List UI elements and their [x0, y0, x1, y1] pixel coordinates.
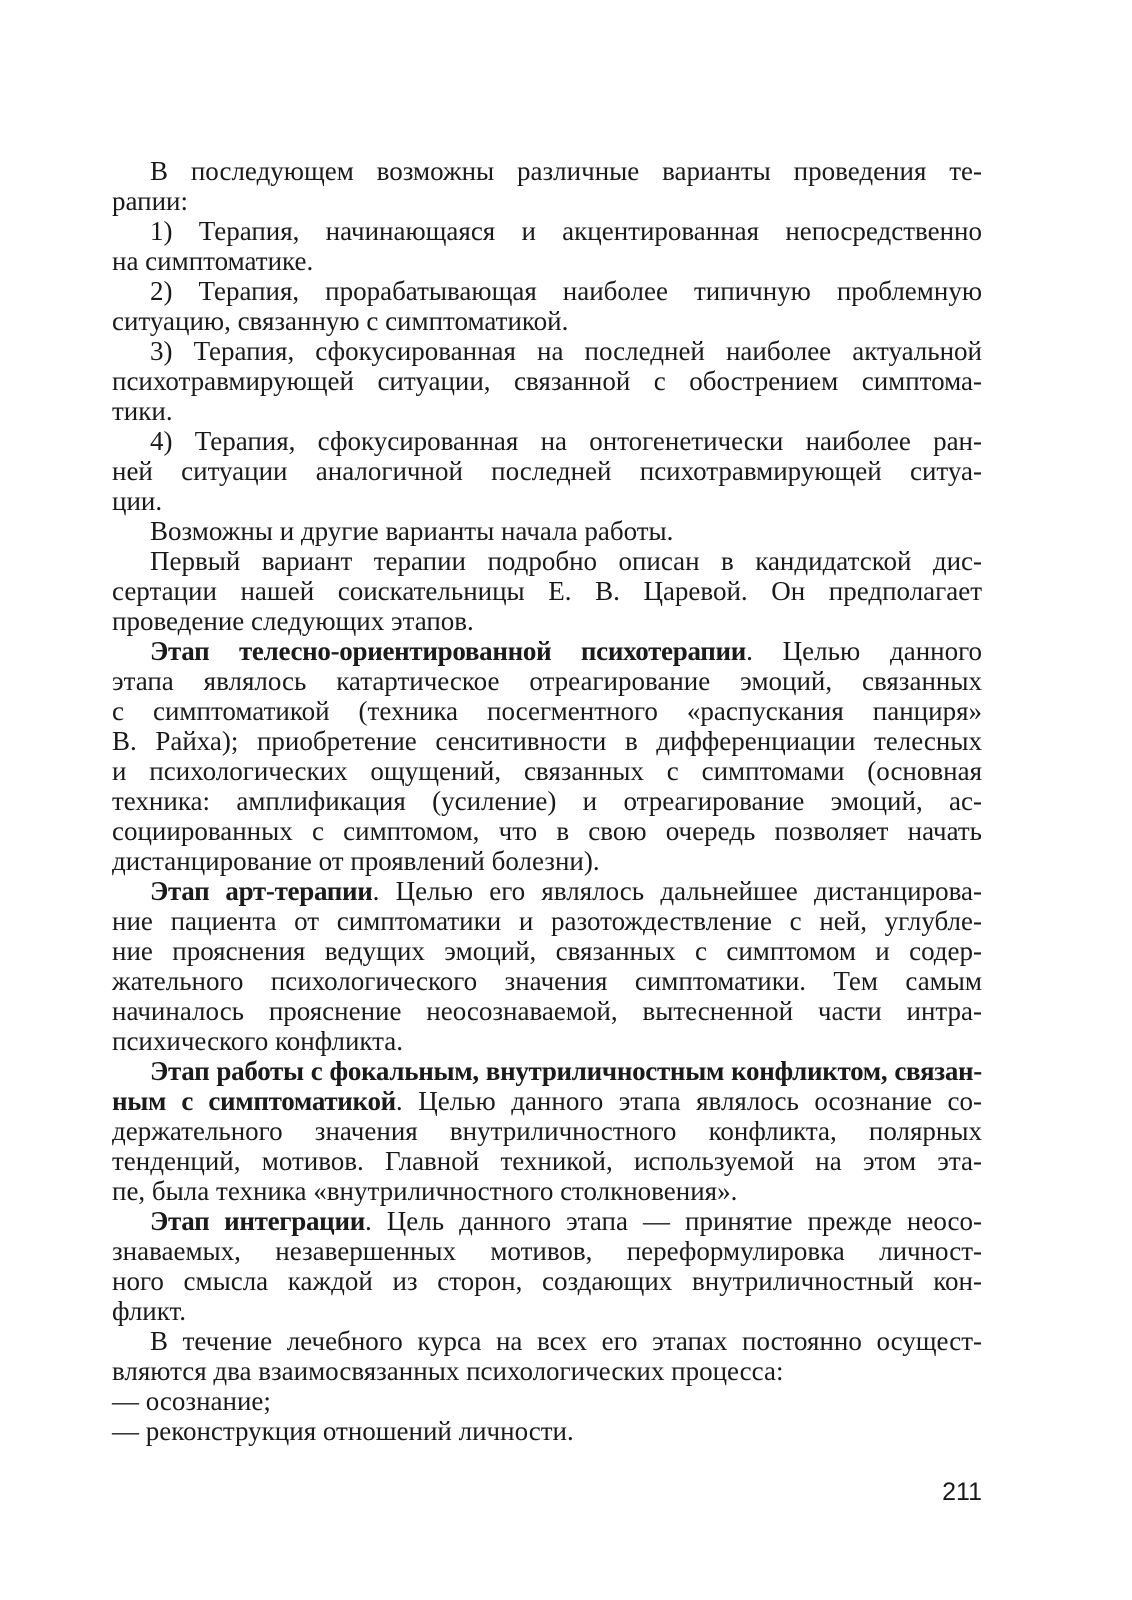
text-line — [112, 156, 982, 186]
text-line — [112, 216, 982, 246]
text-line — [112, 1236, 982, 1266]
text-line — [112, 906, 982, 936]
text-line — [112, 876, 982, 906]
line-text: сертации нашей соискательницы Е. В. Царевой. Он предполагает — [112, 576, 982, 606]
line-text: . Целью данного этапа являлось осознание со- — [395, 1086, 983, 1116]
line-text: рапии: — [112, 186, 188, 216]
text-line — [112, 1026, 982, 1056]
text-line — [112, 606, 982, 636]
text-line — [112, 1056, 982, 1086]
text-line — [112, 1416, 982, 1446]
line-text: 1) Терапия, начинающаяся и акцентированная непосредственно — [150, 216, 982, 246]
line-text: проведение следующих этапов. — [112, 606, 474, 636]
text-line — [112, 786, 982, 816]
line-text: ние прояснения ведущих эмоций, связанных с симптомом и содер- — [112, 936, 982, 966]
line-text: начиналось прояснение неосознаваемой, вытесненной части интра- — [112, 996, 982, 1026]
line-text: социированных с симптомом, что в свою очередь позволяет начать — [112, 816, 982, 846]
line-text: Первый вариант терапии подробно описан в кандидатской дис- — [150, 546, 982, 576]
line-text: техника: амплификация (усиление) и отреагирование эмоций, ас- — [112, 786, 982, 816]
line-text: психического конфликта. — [112, 1026, 404, 1056]
text-line — [112, 426, 982, 456]
text-line — [112, 1296, 982, 1326]
text-line — [112, 486, 982, 516]
line-text: ней ситуации аналогичной последней психотравмирующей ситуа- — [112, 456, 982, 486]
line-text: — реконструкция отношений личности. — [112, 1416, 574, 1446]
line-text: ние пациента от симптоматики и разотождествление с ней, углубле- — [112, 906, 982, 936]
text-line — [112, 396, 982, 426]
text-line — [112, 996, 982, 1026]
line-text: 3) Терапия, сфокусированная на последней наиболее актуальной — [150, 336, 982, 366]
line-text: ции. — [112, 486, 163, 516]
line-text: вляются два взаимосвязанных психологических процесса: — [112, 1356, 784, 1386]
line-text: . Цель данного этапа — принятие прежде неосо- — [364, 1206, 982, 1236]
text-line — [112, 726, 982, 756]
text-line — [112, 366, 982, 396]
text-line — [112, 1386, 982, 1416]
text-line — [112, 546, 982, 576]
stage-term: Этап телесно-ориентированной психотерапии — [150, 636, 747, 666]
line-text: 2) Терапия, прорабатывающая наиболее типичную проблемную — [150, 276, 982, 306]
line-text: Возможны и другие варианты начала работы. — [150, 516, 674, 546]
text-line — [112, 1116, 982, 1146]
line-text: психотравмирующей ситуации, связанной с обострением симптома- — [112, 366, 982, 396]
text-line — [112, 456, 982, 486]
text-line — [112, 636, 982, 666]
text-line — [112, 576, 982, 606]
text-line — [112, 336, 982, 366]
text-line — [112, 1086, 982, 1116]
document-body — [112, 156, 982, 1446]
text-line — [112, 936, 982, 966]
text-line — [112, 186, 982, 216]
line-text: . Целью данного — [746, 636, 982, 666]
line-text: тики. — [112, 396, 173, 426]
line-text: В последующем возможны различные варианты проведения те- — [150, 156, 982, 186]
line-text: этапа являлось катартическое отреагирование эмоций, связанных — [112, 666, 982, 696]
line-text: тенденций, мотивов. Главной техникой, используемой на этом эта- — [112, 1146, 982, 1176]
stage-term: Этап интеграции — [150, 1206, 365, 1236]
text-line — [112, 666, 982, 696]
text-line — [112, 756, 982, 786]
line-text: — осознание; — [112, 1386, 271, 1416]
line-text: ного смысла каждой из сторон, создающих внутриличностный кон- — [112, 1266, 982, 1296]
line-text: дистанцирование от проявлений болезни). — [112, 846, 600, 876]
line-text: знаваемых, незавершенных мотивов, переформулировка личност- — [112, 1236, 982, 1266]
line-text: В. Райха); приобретение сенситивности в дифференциации телесных — [112, 726, 982, 756]
line-text: жательного психологического значения симптоматики. Тем самым — [112, 966, 982, 996]
text-line — [112, 1326, 982, 1356]
line-text: на симптоматике. — [112, 246, 314, 276]
text-line — [112, 276, 982, 306]
line-text: держательного значения внутриличностного конфликта, полярных — [112, 1116, 982, 1146]
text-line — [112, 816, 982, 846]
page-number: 211 — [942, 1478, 982, 1506]
stage-term: ным с симптоматикой — [112, 1086, 396, 1116]
text-line — [112, 1356, 982, 1386]
line-text: ситуацию, связанную с симптоматикой. — [112, 306, 569, 336]
line-text: 4) Терапия, сфокусированная на онтогенетически наиболее ран- — [150, 426, 982, 456]
text-line — [112, 966, 982, 996]
line-text: с симптоматикой (техника посегментного «распускания панциря» — [112, 696, 982, 726]
stage-term: Этап арт-терапии — [150, 876, 373, 906]
line-text: фликт. — [112, 1296, 187, 1326]
text-line — [112, 306, 982, 336]
line-text: пе, была техника «внутриличностного столкновения». — [112, 1176, 738, 1206]
text-line — [112, 1176, 982, 1206]
text-line — [112, 1146, 982, 1176]
text-line — [112, 516, 982, 546]
text-line — [112, 846, 982, 876]
stage-term: Этап работы с фокальным, внутриличностным конфликтом, связан- — [150, 1056, 982, 1086]
line-text: и психологических ощущений, связанных с симптомами (основная — [112, 756, 982, 786]
text-line — [112, 1266, 982, 1296]
line-text: . Целью его являлось дальнейшее дистанцирова- — [372, 876, 982, 906]
line-text: В течение лечебного курса на всех его этапах постоянно осущест- — [150, 1326, 982, 1356]
text-line — [112, 246, 982, 276]
text-line — [112, 1206, 982, 1236]
text-line — [112, 696, 982, 726]
